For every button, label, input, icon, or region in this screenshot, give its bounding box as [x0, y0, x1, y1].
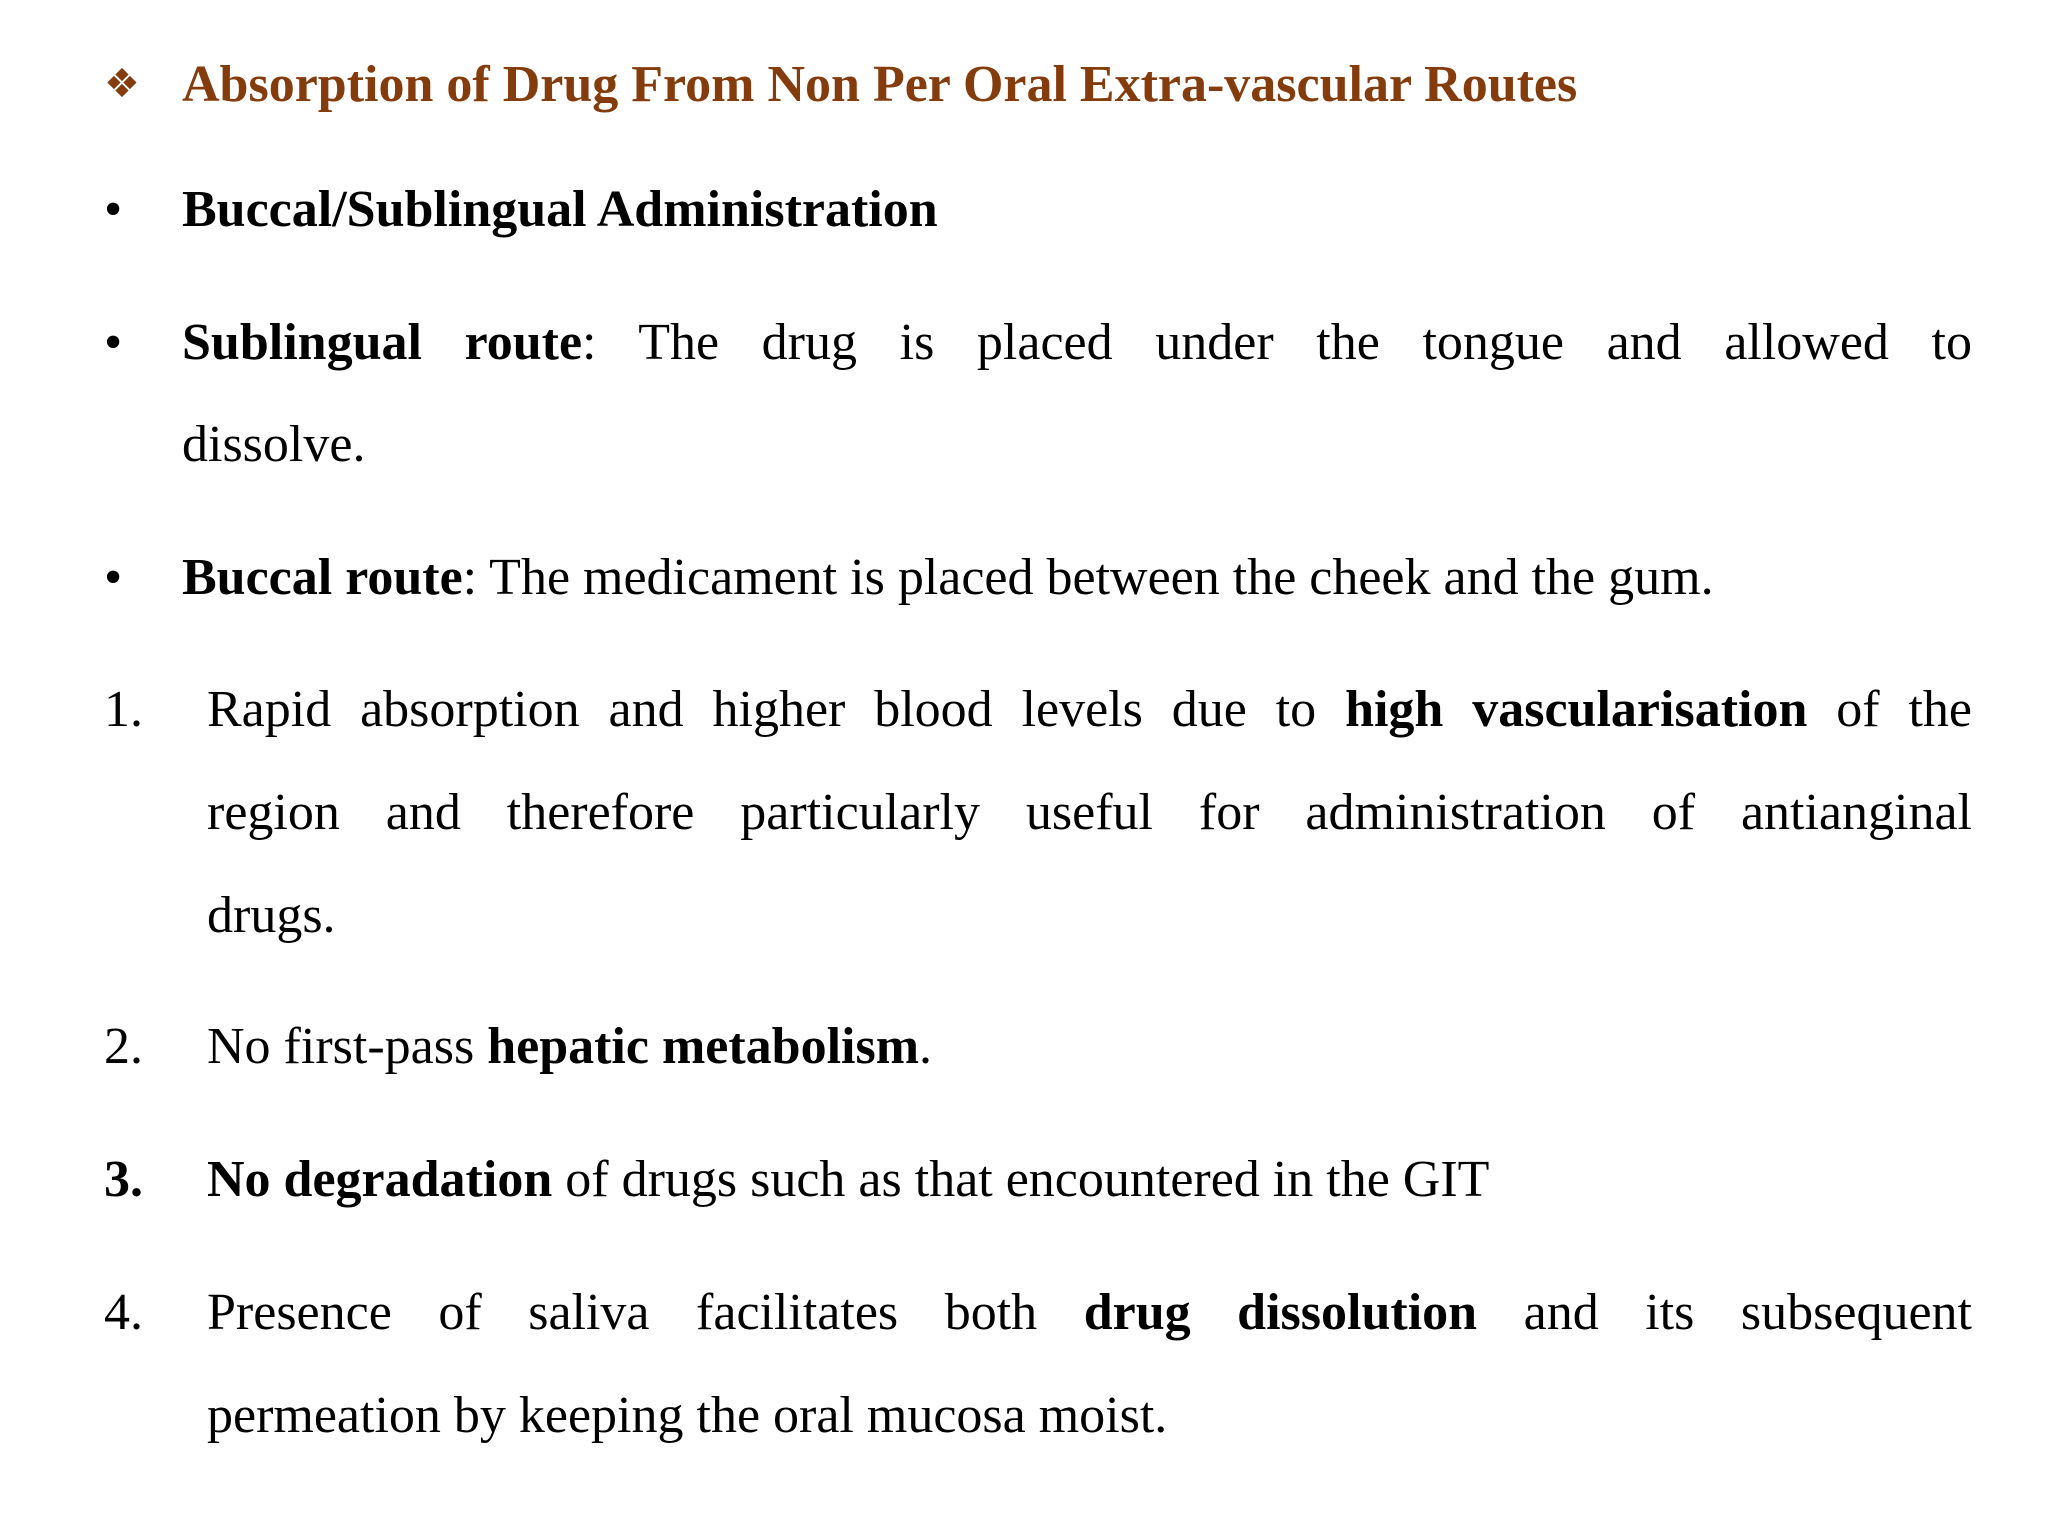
buccal-route-term: Buccal route: [182, 549, 463, 606]
list-number: 4.: [104, 1284, 143, 1341]
point-2-text-end: .: [919, 1018, 933, 1075]
point-3-emphasis: No degradation: [207, 1151, 553, 1208]
sublingual-route-description: : The drug is placed under the tongue and allowed to: [582, 314, 1973, 371]
point-4-text: Presence of saliva facilitates both: [207, 1284, 1084, 1341]
point-4-line-2: permeation by keeping the oral mucosa moist.: [207, 1387, 1168, 1444]
point-1-text: Rapid absorption and higher blood levels due to: [207, 681, 1346, 738]
point-3-text: of drugs such as that encountered in the GIT: [552, 1151, 1490, 1208]
list-number: 2.: [104, 1018, 143, 1075]
sublingual-route-term: Sublingual route: [182, 314, 583, 371]
point-3-line: [207, 1128, 1972, 1232]
point-1-emphasis: high vascularisation: [1345, 681, 1808, 738]
point-2-emphasis: hepatic metabolism: [487, 1018, 920, 1075]
point-1-line-3: drugs.: [207, 887, 336, 944]
bullet-heading-text: Buccal/Sublingual Administration: [182, 181, 938, 238]
sublingual-route-line-1: [182, 291, 1972, 395]
point-2-text: No first-pass: [207, 1018, 488, 1075]
buccal-route-description: : The medicament is placed between the cheek and the gum.: [462, 549, 1714, 606]
point-1-line-1: [207, 658, 1972, 762]
point-2-line: [207, 995, 1972, 1099]
point-4-line-1: [207, 1261, 1972, 1365]
bullet-marker: •: [104, 181, 123, 238]
list-number: 3.: [104, 1151, 143, 1208]
buccal-route-line: [182, 526, 1972, 630]
sublingual-route-line-2: dissolve.: [182, 416, 366, 473]
point-4-text-end: and its subsequent: [1477, 1284, 1972, 1341]
diamond-bullet-icon: ❖: [104, 61, 140, 107]
point-1-text-end: of the: [1807, 681, 1972, 738]
slide-title: [104, 44, 1577, 124]
bullet-marker: •: [104, 549, 123, 606]
point-1-line-2: region and therefore particularly useful for administration of antianginal: [207, 784, 1972, 841]
list-number: 1.: [104, 681, 143, 738]
point-4-emphasis: drug dissolution: [1083, 1284, 1478, 1341]
bullet-marker: •: [104, 314, 123, 371]
slide-title-text: Absorption of Drug From Non Per Oral Extra-vascular Routes: [182, 55, 1578, 113]
bullet-heading: [182, 158, 1972, 262]
